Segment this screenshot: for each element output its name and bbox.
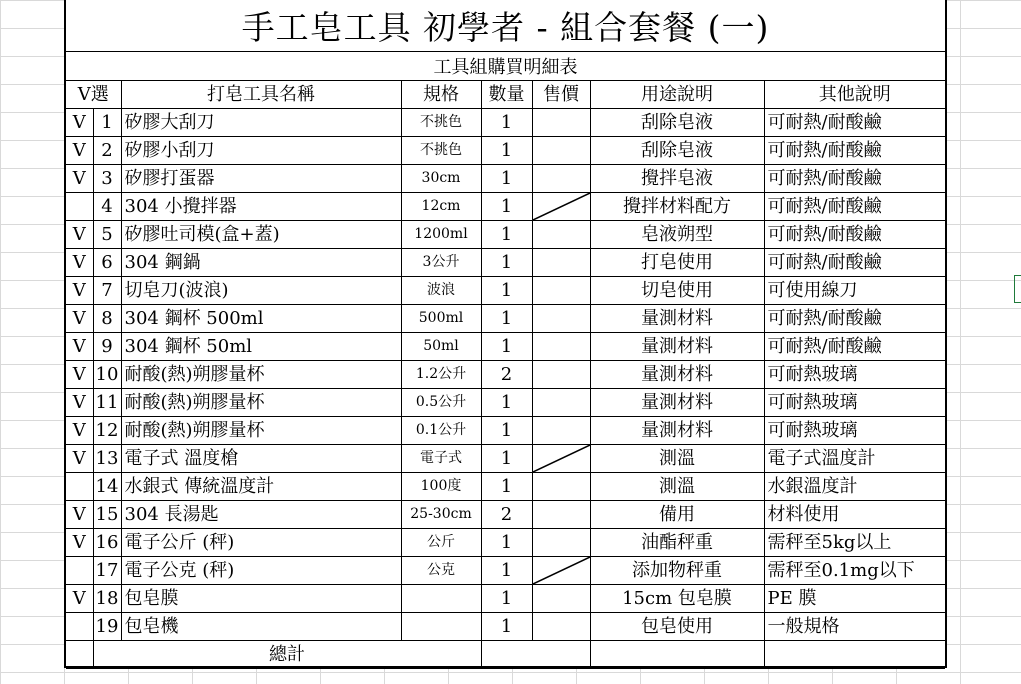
spec-cell[interactable]: 不挑色 xyxy=(401,137,481,165)
tool-name-cell[interactable]: 水銀式 傳統溫度計 xyxy=(121,473,401,501)
spec-cell[interactable]: 50ml xyxy=(401,333,481,361)
price-cell[interactable] xyxy=(532,305,590,333)
row-number-cell[interactable]: 11 xyxy=(93,389,121,417)
other-cell[interactable]: 可耐熱/耐酸鹼 xyxy=(764,221,945,249)
spec-cell[interactable] xyxy=(401,613,481,641)
other-cell[interactable]: 可耐熱/耐酸鹼 xyxy=(764,165,945,193)
other-cell[interactable]: 可耐熱/耐酸鹼 xyxy=(764,193,945,221)
table-row xyxy=(66,557,945,585)
table-row xyxy=(66,109,945,137)
spec-cell[interactable]: 不挑色 xyxy=(401,109,481,137)
price-cell[interactable] xyxy=(532,445,590,473)
purchase-detail-table xyxy=(66,80,945,669)
row-number-cell[interactable]: 8 xyxy=(93,305,121,333)
price-cell[interactable] xyxy=(532,249,590,277)
table-row xyxy=(66,417,945,445)
qty-cell[interactable]: 1 xyxy=(481,445,532,473)
spec-cell[interactable]: 公斤 xyxy=(401,529,481,557)
select-cell[interactable]: V xyxy=(66,529,93,557)
active-cell-indicator xyxy=(1014,275,1021,303)
price-cell[interactable] xyxy=(532,333,590,361)
use-cell[interactable]: 量測材料 xyxy=(590,389,764,417)
tool-name-cell[interactable]: 包皂膜 xyxy=(121,585,401,613)
table-row xyxy=(66,277,945,305)
row-number-cell[interactable]: 2 xyxy=(93,137,121,165)
row-number-cell[interactable]: 13 xyxy=(93,445,121,473)
qty-cell[interactable]: 2 xyxy=(481,361,532,389)
price-cell[interactable] xyxy=(532,557,590,585)
select-cell[interactable]: V xyxy=(66,249,93,277)
qty-cell[interactable]: 1 xyxy=(481,277,532,305)
table-row xyxy=(66,389,945,417)
select-cell[interactable] xyxy=(66,557,93,585)
select-cell[interactable]: V xyxy=(66,389,93,417)
price-cell[interactable] xyxy=(532,193,590,221)
row-number-cell[interactable]: 9 xyxy=(93,333,121,361)
row-number-cell[interactable]: 1 xyxy=(93,109,121,137)
other-cell[interactable]: 需秤至5kg以上 xyxy=(764,529,945,557)
header-select[interactable]: V選 xyxy=(66,81,121,109)
select-cell[interactable]: V xyxy=(66,445,93,473)
tool-name-cell[interactable]: 矽膠打蛋器 xyxy=(121,165,401,193)
table-row xyxy=(66,221,945,249)
use-cell[interactable]: 15cm 包皂膜 xyxy=(590,585,764,613)
use-cell[interactable]: 刮除皂液 xyxy=(590,137,764,165)
select-cell[interactable] xyxy=(66,193,93,221)
table-row xyxy=(66,137,945,165)
table-row xyxy=(66,361,945,389)
diagonal-line xyxy=(533,445,590,472)
row-number-cell[interactable]: 10 xyxy=(93,361,121,389)
price-cell[interactable] xyxy=(532,109,590,137)
row-number-cell[interactable]: 15 xyxy=(93,501,121,529)
price-cell[interactable] xyxy=(532,529,590,557)
diagonal-line xyxy=(533,193,590,220)
header-row xyxy=(66,81,945,109)
header-qty[interactable]: 數量 xyxy=(481,81,532,109)
diagonal-strike-line xyxy=(533,557,590,584)
other-cell[interactable]: 可耐熱/耐酸鹼 xyxy=(764,109,945,137)
table-row xyxy=(66,193,945,221)
other-cell[interactable]: 可耐熱/耐酸鹼 xyxy=(764,333,945,361)
qty-cell[interactable]: 1 xyxy=(481,165,532,193)
tool-name-cell[interactable]: 電子公斤 (秤) xyxy=(121,529,401,557)
row-number-cell[interactable]: 3 xyxy=(93,165,121,193)
select-cell[interactable]: V xyxy=(66,137,93,165)
price-cell[interactable] xyxy=(532,165,590,193)
use-cell[interactable]: 油酯秤重 xyxy=(590,529,764,557)
price-cell[interactable] xyxy=(532,277,590,305)
header-name[interactable]: 打皂工具名稱 xyxy=(121,81,401,109)
use-cell[interactable]: 切皂使用 xyxy=(590,277,764,305)
other-cell[interactable]: 可耐熱玻璃 xyxy=(764,361,945,389)
tool-name-cell[interactable]: 矽膠小刮刀 xyxy=(121,137,401,165)
header-other[interactable]: 其他說明 xyxy=(764,81,945,109)
select-cell[interactable]: V xyxy=(66,417,93,445)
table-row xyxy=(66,529,945,557)
select-cell[interactable]: V xyxy=(66,221,93,249)
select-cell[interactable] xyxy=(66,473,93,501)
price-cell[interactable] xyxy=(532,361,590,389)
price-cell[interactable] xyxy=(532,221,590,249)
select-cell[interactable]: V xyxy=(66,277,93,305)
qty-cell[interactable]: 1 xyxy=(481,193,532,221)
tool-name-cell[interactable]: 切皂刀(波浪) xyxy=(121,277,401,305)
qty-cell[interactable]: 1 xyxy=(481,585,532,613)
row-number-cell[interactable]: 4 xyxy=(93,193,121,221)
header-spec[interactable]: 規格 xyxy=(401,81,481,109)
other-cell[interactable]: 一般規格 xyxy=(764,613,945,641)
spec-cell[interactable]: 公克 xyxy=(401,557,481,585)
use-cell[interactable]: 包皂使用 xyxy=(590,613,764,641)
row-number-cell[interactable]: 7 xyxy=(93,277,121,305)
diagonal-strike-line xyxy=(533,445,590,472)
table-row xyxy=(66,333,945,361)
price-cell[interactable] xyxy=(532,417,590,445)
tool-name-cell[interactable]: 304 鋼杯 500ml xyxy=(121,305,401,333)
total-blank-cell[interactable] xyxy=(764,641,945,669)
other-cell[interactable]: 可耐熱玻璃 xyxy=(764,389,945,417)
price-cell[interactable] xyxy=(532,501,590,529)
other-cell[interactable]: 可耐熱/耐酸鹼 xyxy=(764,305,945,333)
other-cell[interactable]: 可使用線刀 xyxy=(764,277,945,305)
qty-cell[interactable]: 1 xyxy=(481,389,532,417)
price-cell[interactable] xyxy=(532,389,590,417)
other-cell[interactable]: PE 膜 xyxy=(764,585,945,613)
table-row xyxy=(66,249,945,277)
spec-cell[interactable]: 1.2公升 xyxy=(401,361,481,389)
table-row xyxy=(66,585,945,613)
price-cell[interactable] xyxy=(532,473,590,501)
spec-cell[interactable]: 3公升 xyxy=(401,249,481,277)
qty-cell[interactable]: 1 xyxy=(481,109,532,137)
row-number-cell[interactable]: 6 xyxy=(93,249,121,277)
use-cell[interactable]: 量測材料 xyxy=(590,333,764,361)
price-cell[interactable] xyxy=(532,137,590,165)
spec-cell[interactable]: 1200ml xyxy=(401,221,481,249)
qty-cell[interactable]: 1 xyxy=(481,417,532,445)
qty-cell[interactable]: 1 xyxy=(481,473,532,501)
diagonal-strike-line xyxy=(533,193,590,220)
other-cell[interactable]: 材料使用 xyxy=(764,501,945,529)
qty-cell[interactable]: 1 xyxy=(481,333,532,361)
other-cell[interactable]: 水銀溫度計 xyxy=(764,473,945,501)
qty-cell[interactable]: 1 xyxy=(481,249,532,277)
use-cell[interactable]: 攪拌材料配方 xyxy=(590,193,764,221)
select-cell[interactable]: V xyxy=(66,361,93,389)
qty-cell[interactable]: 2 xyxy=(481,501,532,529)
total-row xyxy=(66,641,945,669)
use-cell[interactable]: 量測材料 xyxy=(590,305,764,333)
diagonal-line xyxy=(533,557,590,584)
tool-name-cell[interactable]: 矽膠吐司模(盒+蓋) xyxy=(121,221,401,249)
qty-cell[interactable]: 1 xyxy=(481,613,532,641)
qty-cell[interactable]: 1 xyxy=(481,557,532,585)
table-row xyxy=(66,165,945,193)
select-cell[interactable]: V xyxy=(66,333,93,361)
tool-name-cell[interactable]: 包皂機 xyxy=(121,613,401,641)
tool-name-cell[interactable]: 304 鋼鍋 xyxy=(121,249,401,277)
spec-cell[interactable]: 0.1公升 xyxy=(401,417,481,445)
total-value-cell[interactable] xyxy=(481,641,590,669)
tool-name-cell[interactable]: 電子公克 (秤) xyxy=(121,557,401,585)
row-number-cell[interactable]: 19 xyxy=(93,613,121,641)
tool-name-cell[interactable]: 304 長湯匙 xyxy=(121,501,401,529)
use-cell[interactable]: 測溫 xyxy=(590,445,764,473)
spec-cell[interactable]: 12cm xyxy=(401,193,481,221)
tool-name-cell[interactable]: 矽膠大刮刀 xyxy=(121,109,401,137)
table-row xyxy=(66,445,945,473)
use-cell[interactable]: 備用 xyxy=(590,501,764,529)
select-cell[interactable]: V xyxy=(66,585,93,613)
table-row xyxy=(66,305,945,333)
row-number-cell[interactable]: 16 xyxy=(93,529,121,557)
other-cell[interactable]: 可耐熱/耐酸鹼 xyxy=(764,249,945,277)
spec-cell[interactable]: 25-30cm xyxy=(401,501,481,529)
other-cell[interactable]: 電子式溫度計 xyxy=(764,445,945,473)
table-row xyxy=(66,501,945,529)
select-cell[interactable] xyxy=(66,613,93,641)
tool-name-cell[interactable]: 耐酸(熱)朔膠量杯 xyxy=(121,361,401,389)
row-number-cell[interactable]: 17 xyxy=(93,557,121,585)
spec-cell[interactable]: 電子式 xyxy=(401,445,481,473)
total-label[interactable]: 總計 xyxy=(93,641,481,669)
tool-name-cell[interactable]: 304 小攪拌器 xyxy=(121,193,401,221)
other-cell[interactable]: 可耐熱玻璃 xyxy=(764,417,945,445)
total-blank-cell[interactable] xyxy=(590,641,764,669)
use-cell[interactable]: 皂液朔型 xyxy=(590,221,764,249)
total-blank-cell[interactable] xyxy=(66,641,93,669)
qty-cell[interactable]: 1 xyxy=(481,305,532,333)
price-cell[interactable] xyxy=(532,585,590,613)
row-number-cell[interactable]: 18 xyxy=(93,585,121,613)
row-number-cell[interactable]: 14 xyxy=(93,473,121,501)
header-use[interactable]: 用途說明 xyxy=(590,81,764,109)
use-cell[interactable]: 測溫 xyxy=(590,473,764,501)
price-cell[interactable] xyxy=(532,613,590,641)
use-cell[interactable]: 攪拌皂液 xyxy=(590,165,764,193)
sheet-subtitle[interactable]: 工具組購買明細表 xyxy=(66,51,945,81)
qty-cell[interactable]: 1 xyxy=(481,221,532,249)
spec-cell[interactable]: 0.5公升 xyxy=(401,389,481,417)
qty-cell[interactable]: 1 xyxy=(481,529,532,557)
spec-cell[interactable]: 30cm xyxy=(401,165,481,193)
tool-name-cell[interactable]: 耐酸(熱)朔膠量杯 xyxy=(121,417,401,445)
use-cell[interactable]: 添加物秤重 xyxy=(590,557,764,585)
spec-cell[interactable]: 500ml xyxy=(401,305,481,333)
sheet-title[interactable]: 手工皂工具 初學者 - 組合套餐 (一) xyxy=(66,0,945,52)
other-cell[interactable]: 需秤至0.1mg以下 xyxy=(764,557,945,585)
qty-cell[interactable]: 1 xyxy=(481,137,532,165)
row-number-cell[interactable]: 5 xyxy=(93,221,121,249)
tool-name-cell[interactable]: 304 鋼杯 50ml xyxy=(121,333,401,361)
tool-name-cell[interactable]: 耐酸(熱)朔膠量杯 xyxy=(121,389,401,417)
select-cell[interactable]: V xyxy=(66,109,93,137)
use-cell[interactable]: 打皂使用 xyxy=(590,249,764,277)
other-cell[interactable]: 可耐熱/耐酸鹼 xyxy=(764,137,945,165)
spec-cell[interactable]: 波浪 xyxy=(401,277,481,305)
select-cell[interactable]: V xyxy=(66,501,93,529)
spec-cell[interactable] xyxy=(401,585,481,613)
select-cell[interactable]: V xyxy=(66,305,93,333)
use-cell[interactable]: 量測材料 xyxy=(590,361,764,389)
header-price[interactable]: 售價 xyxy=(532,81,590,109)
spreadsheet-table-area xyxy=(64,0,947,668)
select-cell[interactable]: V xyxy=(66,165,93,193)
use-cell[interactable]: 量測材料 xyxy=(590,417,764,445)
spec-cell[interactable]: 100度 xyxy=(401,473,481,501)
tool-name-cell[interactable]: 電子式 溫度槍 xyxy=(121,445,401,473)
table-row xyxy=(66,613,945,641)
use-cell[interactable]: 刮除皂液 xyxy=(590,109,764,137)
row-number-cell[interactable]: 12 xyxy=(93,417,121,445)
table-row xyxy=(66,473,945,501)
